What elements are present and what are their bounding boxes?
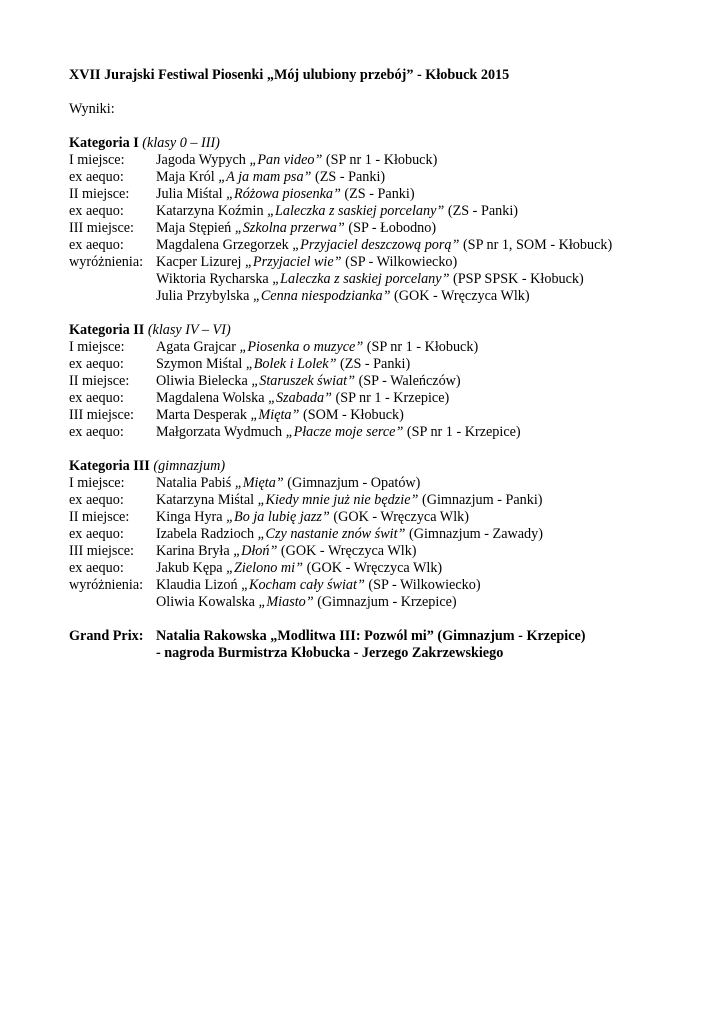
placement-label: I miejsce: bbox=[69, 339, 125, 355]
participant-name: Katarzyna Miśtal bbox=[156, 492, 255, 508]
song-title: „Mięta” bbox=[234, 475, 284, 491]
participant-name: Magdalena Grzegorzek bbox=[156, 237, 289, 253]
result-row bbox=[69, 492, 709, 509]
category-range: (klasy 0 – III) bbox=[142, 135, 220, 151]
placement-label: ex aequo: bbox=[69, 526, 124, 542]
song-title: „Zielono mi” bbox=[226, 560, 304, 576]
song-title: „Różowa piosenka” bbox=[226, 186, 341, 202]
song-title: „Bolek i Lolek” bbox=[245, 356, 337, 372]
category-name: Kategoria III bbox=[69, 458, 150, 474]
school-name: (SP - Wilkowiecko) bbox=[345, 254, 458, 270]
placement-label: III miejsce: bbox=[69, 543, 134, 559]
category-heading bbox=[69, 458, 709, 475]
categories-list bbox=[69, 135, 709, 611]
result-row bbox=[69, 543, 709, 560]
song-title: „Kocham cały świat” bbox=[241, 577, 365, 593]
result-row bbox=[69, 152, 709, 169]
placement-label: III miejsce: bbox=[69, 220, 134, 236]
placement-label: wyróżnienia: bbox=[69, 577, 144, 593]
result-row bbox=[69, 169, 709, 186]
song-title: „Przyjaciel wie” bbox=[245, 254, 342, 270]
grand-prix-section bbox=[69, 628, 709, 662]
placement-label: I miejsce: bbox=[69, 475, 125, 491]
result-row bbox=[69, 356, 709, 373]
document-page bbox=[69, 67, 709, 662]
song-title: „Czy nastanie znów świt” bbox=[257, 526, 406, 542]
school-name: (SOM - Kłobuck) bbox=[302, 407, 404, 423]
result-row bbox=[69, 424, 709, 441]
result-row bbox=[69, 560, 709, 577]
category-range: (klasy IV – VI) bbox=[147, 322, 231, 338]
participant-name: Julia Przybylska bbox=[156, 288, 250, 304]
school-name: (SP nr 1, SOM - Kłobuck) bbox=[462, 237, 613, 253]
placement-label: ex aequo: bbox=[69, 492, 124, 508]
results-label: Wyniki: bbox=[69, 101, 115, 117]
placement-label: III miejsce: bbox=[69, 407, 134, 423]
song-title: „Laleczka z saskiej porcelany” bbox=[267, 203, 445, 219]
result-row bbox=[69, 526, 709, 543]
participant-name: Magdalena Wolska bbox=[156, 390, 265, 406]
song-title: „Kiedy mnie już nie będzie” bbox=[257, 492, 419, 508]
placement-label: ex aequo: bbox=[69, 424, 124, 440]
song-title: „Szkolna przerwa” bbox=[234, 220, 345, 236]
song-title: „Przyjaciel deszczową porą” bbox=[292, 237, 460, 253]
school-name: (SP nr 1 - Krzepice) bbox=[406, 424, 521, 440]
school-name: (Gimnazjum - Krzepice) bbox=[317, 594, 457, 610]
school-name: (SP nr 1 - Kłobuck) bbox=[366, 339, 479, 355]
song-title: „Miasto” bbox=[258, 594, 314, 610]
participant-name: Małgorzata Wydmuch bbox=[156, 424, 283, 440]
placement-label: ex aequo: bbox=[69, 237, 124, 253]
result-row bbox=[69, 288, 709, 305]
school-name: (GOK - Wręczyca Wlk) bbox=[280, 543, 417, 559]
song-title: „Bo ja lubię jazz” bbox=[226, 509, 330, 525]
school-name: (Gimnazjum - Panki) bbox=[421, 492, 543, 508]
participant-name: Maja Król bbox=[156, 169, 215, 185]
category-section bbox=[69, 135, 709, 305]
result-row bbox=[69, 577, 709, 594]
placement-label: wyróżnienia: bbox=[69, 254, 144, 270]
category-heading bbox=[69, 135, 709, 152]
result-row bbox=[69, 373, 709, 390]
school-name: (ZS - Panki) bbox=[340, 356, 411, 372]
participant-name: Katarzyna Koźmin bbox=[156, 203, 264, 219]
placement-label: II miejsce: bbox=[69, 186, 130, 202]
song-title: „Staruszek świat” bbox=[251, 373, 356, 389]
participant-name: Karina Bryła bbox=[156, 543, 230, 559]
school-name: (SP nr 1 - Krzepice) bbox=[335, 390, 450, 406]
placement-label: II miejsce: bbox=[69, 509, 130, 525]
participant-name: Natalia Pabiś bbox=[156, 475, 232, 491]
participant-name: Wiktoria Rycharska bbox=[156, 271, 269, 287]
participant-name: Oliwia Kowalska bbox=[156, 594, 255, 610]
school-name: (SP - Waleńczów) bbox=[358, 373, 461, 389]
school-name: (PSP SPSK - Kłobuck) bbox=[453, 271, 584, 287]
school-name: (SP - Łobodno) bbox=[348, 220, 437, 236]
participant-name: Kacper Lizurej bbox=[156, 254, 242, 270]
category-range: (gimnazjum) bbox=[153, 458, 226, 474]
category-name: Kategoria II bbox=[69, 322, 145, 338]
result-row bbox=[69, 509, 709, 526]
placement-label bbox=[69, 288, 156, 305]
participant-name: Marta Desperak bbox=[156, 407, 247, 423]
result-row bbox=[69, 186, 709, 203]
song-title: „A ja mam psa” bbox=[218, 169, 312, 185]
school-name: (ZS - Panki) bbox=[447, 203, 518, 219]
result-row bbox=[69, 475, 709, 492]
school-name: (ZS - Panki) bbox=[314, 169, 386, 185]
result-row bbox=[69, 203, 709, 220]
result-row bbox=[69, 237, 709, 254]
document-title: XVII Jurajski Festiwal Piosenki „Mój ulubiony przebój” - Kłobuck 2015 bbox=[69, 67, 510, 83]
placement-label: ex aequo: bbox=[69, 169, 124, 185]
category-section bbox=[69, 458, 709, 611]
placement-label: ex aequo: bbox=[69, 390, 124, 406]
school-name: (GOK - Wręczyca Wlk) bbox=[394, 288, 530, 304]
category-heading bbox=[69, 322, 709, 339]
participant-name: Kinga Hyra bbox=[156, 509, 223, 525]
result-row bbox=[69, 390, 709, 407]
participant-name: Oliwia Bielecka bbox=[156, 373, 248, 389]
category-section bbox=[69, 322, 709, 441]
song-title: „Szabada” bbox=[268, 390, 332, 406]
result-row bbox=[69, 220, 709, 237]
result-row bbox=[69, 407, 709, 424]
result-row bbox=[69, 271, 709, 288]
school-name: (GOK - Wręczyca Wlk) bbox=[306, 560, 443, 576]
school-name: (SP - Wilkowiecko) bbox=[368, 577, 481, 593]
placement-label: I miejsce: bbox=[69, 152, 125, 168]
participant-name: Szymon Miśtal bbox=[156, 356, 243, 372]
placement-label: II miejsce: bbox=[69, 373, 130, 389]
participant-name: Jakub Kępa bbox=[156, 560, 223, 576]
result-row bbox=[69, 594, 709, 611]
placement-label bbox=[69, 271, 156, 288]
grand-prix-award: - nagroda Burmistrza Kłobucka - Jerzego Zakrzewskiego bbox=[156, 645, 504, 661]
grand-prix-winner: Natalia Rakowska „Modlitwa III: Pozwól mi” (Gimnazjum - Krzepice) bbox=[156, 628, 586, 644]
participant-name: Julia Miśtal bbox=[156, 186, 223, 202]
category-name: Kategoria I bbox=[69, 135, 139, 151]
placement-label bbox=[69, 594, 156, 611]
school-name: (GOK - Wręczyca Wlk) bbox=[333, 509, 469, 525]
school-name: (ZS - Panki) bbox=[344, 186, 415, 202]
participant-name: Jagoda Wypych bbox=[156, 152, 246, 168]
participant-name: Maja Stępień bbox=[156, 220, 232, 236]
result-row bbox=[69, 339, 709, 356]
school-name: (SP nr 1 - Kłobuck) bbox=[325, 152, 438, 168]
school-name: (Gimnazjum - Zawady) bbox=[409, 526, 543, 542]
participant-name: Agata Grajcar bbox=[156, 339, 236, 355]
placement-label: ex aequo: bbox=[69, 560, 124, 576]
song-title: „Piosenka o muzyce” bbox=[239, 339, 364, 355]
participant-name: Izabela Radzioch bbox=[156, 526, 255, 542]
song-title: „Pan video” bbox=[249, 152, 323, 168]
placement-label: ex aequo: bbox=[69, 356, 124, 372]
placement-label: ex aequo: bbox=[69, 203, 124, 219]
school-name: (Gimnazjum - Opatów) bbox=[287, 475, 421, 491]
song-title: „Płacze moje serce” bbox=[285, 424, 404, 440]
song-title: „Dłoń” bbox=[233, 543, 278, 559]
song-title: „Mięta” bbox=[250, 407, 300, 423]
result-row bbox=[69, 254, 709, 271]
grand-prix-label: Grand Prix: bbox=[69, 628, 144, 644]
participant-name: Klaudia Lizoń bbox=[156, 577, 238, 593]
song-title: „Laleczka z saskiej porcelany” bbox=[272, 271, 450, 287]
song-title: „Cenna niespodzianka” bbox=[252, 288, 391, 304]
